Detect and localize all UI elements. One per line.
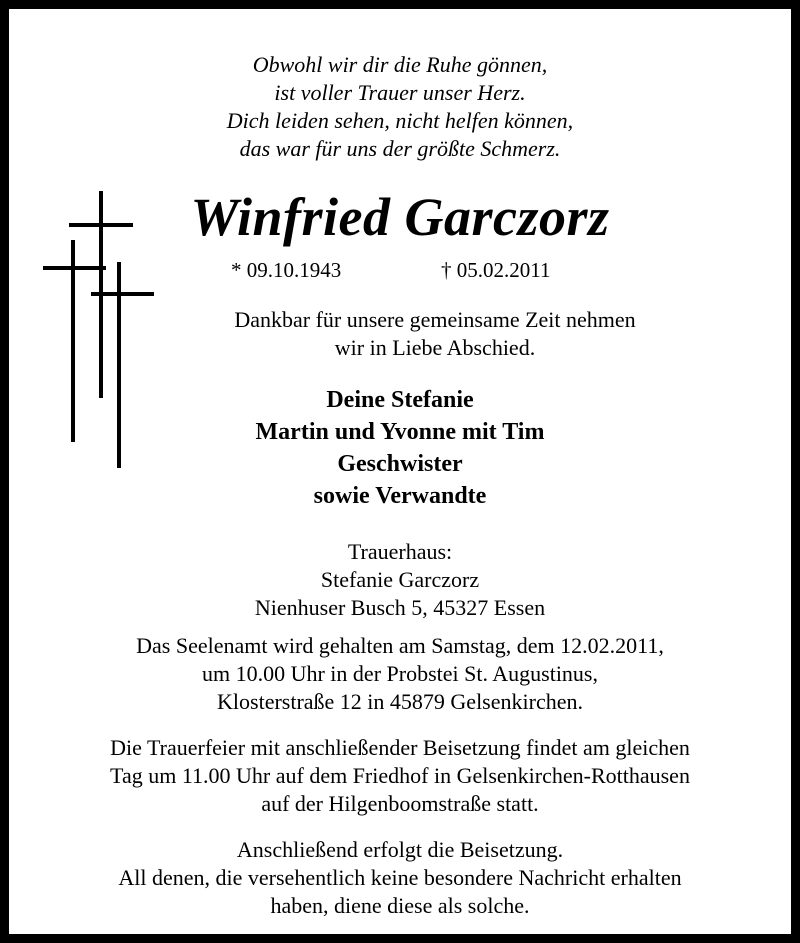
ceremony-line: Tag um 11.00 Uhr auf dem Friedhof in Gelsenkirchen-Rotthausen bbox=[110, 763, 690, 788]
ceremony-line: Die Trauerfeier mit anschließender Beisetzung findet am gleichen bbox=[110, 735, 690, 760]
house-line: Trauerhaus: bbox=[347, 539, 453, 564]
family-line: Geschwister bbox=[337, 451, 463, 477]
birth-date: * 09.10.1943 bbox=[231, 258, 342, 282]
house-line: Nienhuser Busch 5, 45327 Essen bbox=[254, 595, 546, 620]
family-line: sowie Verwandte bbox=[313, 483, 487, 509]
poem-line: Obwohl wir dir die Ruhe gönnen, bbox=[252, 52, 548, 77]
family-line: Martin und Yvonne mit Tim bbox=[255, 419, 545, 445]
poem-line: das war für uns der größte Schmerz. bbox=[239, 136, 561, 161]
thanks-line: Dankbar für unsere gemeinsame Zeit nehmen bbox=[234, 307, 636, 332]
house-line: Stefanie Garczorz bbox=[320, 567, 480, 592]
poem-line: Dich leiden sehen, nicht helfen können, bbox=[226, 108, 574, 133]
ceremony-line: auf der Hilgenboomstraße statt. bbox=[261, 791, 539, 816]
deceased-name: Winfried Garczorz bbox=[190, 187, 610, 247]
thanks-line: wir in Liebe Abschied. bbox=[334, 335, 536, 360]
closing-line: All denen, die versehentlich keine besondere Nachricht erhalten bbox=[118, 865, 682, 890]
death-date: † 05.02.2011 bbox=[441, 258, 551, 282]
mass-line: Klosterstraße 12 in 45879 Gelsenkirchen. bbox=[217, 689, 583, 714]
mass-line: Das Seelenamt wird gehalten am Samstag, dem 12.02.2011, bbox=[136, 633, 664, 658]
mass-line: um 10.00 Uhr in der Probstei St. Augustinus, bbox=[201, 661, 598, 686]
family-line: Deine Stefanie bbox=[326, 387, 474, 413]
closing-line: Anschließend erfolgt die Beisetzung. bbox=[236, 837, 564, 862]
poem-line: ist voller Trauer unser Herz. bbox=[274, 80, 526, 105]
closing-line: haben, diene diese als solche. bbox=[270, 893, 530, 918]
